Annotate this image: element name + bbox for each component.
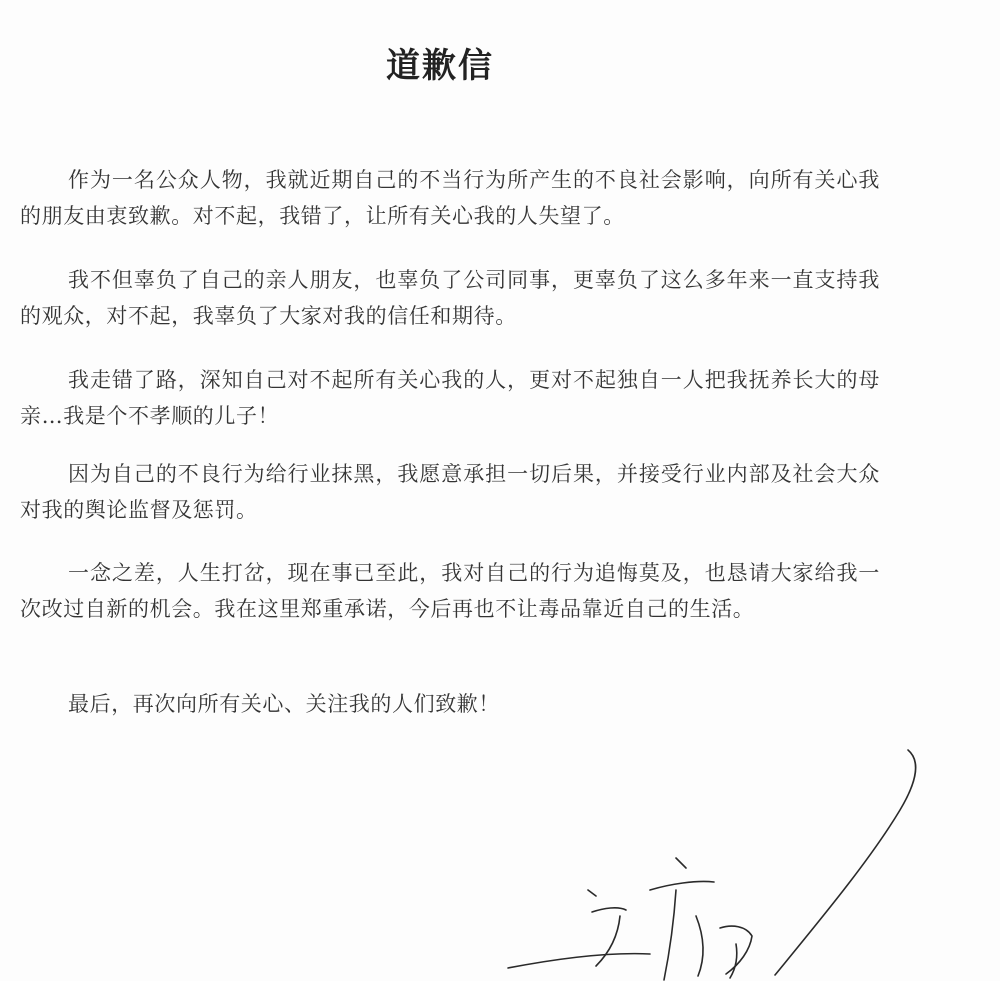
signature-icon <box>500 740 940 981</box>
signature-stroke <box>650 881 714 890</box>
letter-paragraph-1: 作为一名公众人物，我就近期自己的不当行为所产生的不良社会影响，向所有关心我的朋友由衷致歉。对不起，我错了，让所有关心我的人失望了。 <box>20 168 880 228</box>
signature-stroke <box>588 890 596 896</box>
signature-stroke <box>676 858 686 868</box>
letter-paragraph-3: 我走错了路，深知自己对不起所有关心我的人，更对不起独自一人把我抚养长大的母亲…我是个不孝顺的儿子！ <box>20 368 880 428</box>
signature-stroke <box>696 916 703 976</box>
letter-paragraph-5: 一念之差，人生打岔，现在事已至此，我对自己的行为追悔莫及，也恳请大家给我一次改过自新的机会。我在这里郑重承诺，今后再也不让毒品靠近自己的生活。 <box>20 561 880 621</box>
signature-stroke <box>730 944 737 978</box>
letter-paragraph-6: 最后，再次向所有关心、关注我的人们致歉！ <box>68 692 500 716</box>
signature-stroke <box>508 954 650 968</box>
signature-stroke <box>596 916 620 966</box>
signature-stroke <box>592 908 626 912</box>
letter-paragraph-2: 我不但辜负了自己的亲人朋友，也辜负了公司同事，更辜负了这么多年来一直支持我的观众，对不起，我辜负了大家对我的信任和期待。 <box>20 268 880 328</box>
letter-title: 道歉信 <box>386 46 494 86</box>
signature-stroke <box>775 750 916 975</box>
letter-paragraph-4: 因为自己的不良行为给行业抹黑，我愿意承担一切后果，并接受行业内部及社会大众对我的舆论监督及惩罚。 <box>20 462 880 522</box>
signature-stroke <box>664 890 676 980</box>
